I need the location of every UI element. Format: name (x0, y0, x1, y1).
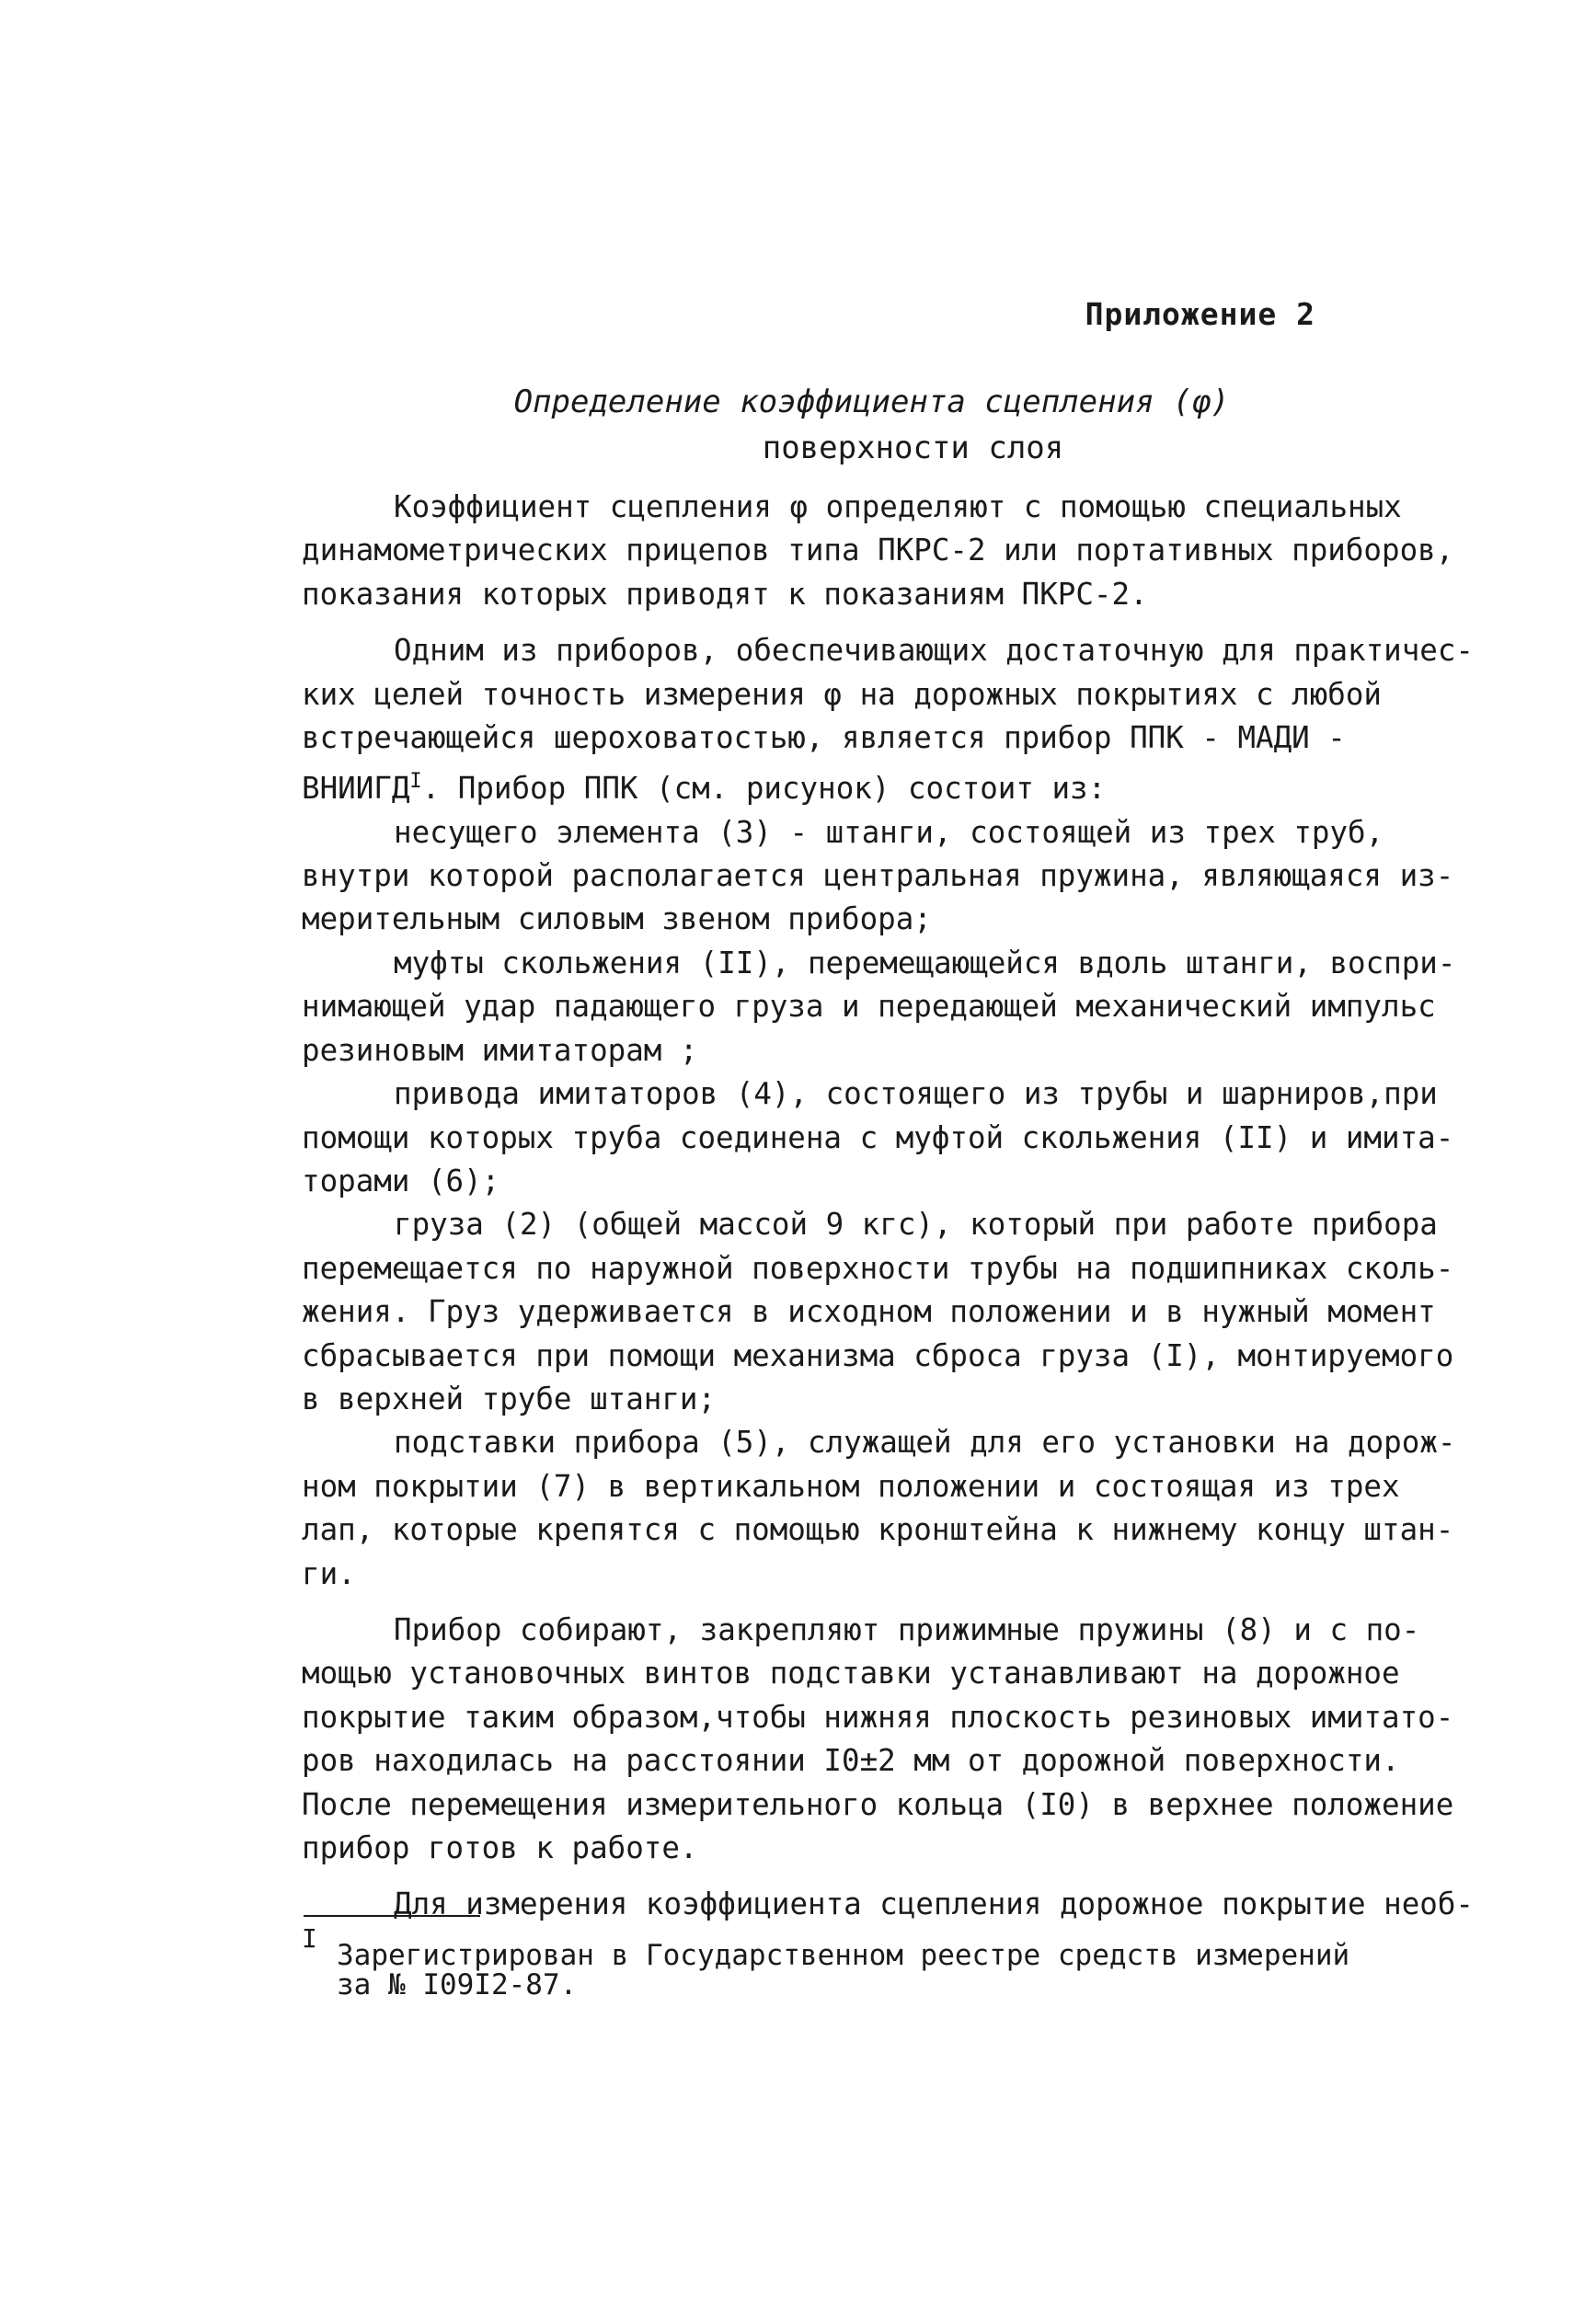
footnote-divider (304, 1915, 480, 1917)
footnote-line-1: Зарегистрирован в Государственном реестре средств измерений (337, 1939, 1350, 1972)
footnote-reference: I (409, 770, 422, 794)
body-line: Коэффициент сцепления φ определяют с помощью специальных (394, 489, 1402, 524)
body-line: сбрасывается при помощи механизма сброса груза (I), монтируемого (302, 1337, 1454, 1373)
appendix-label: Приложение 2 (1085, 296, 1315, 332)
body-line: мощью установочных винтов подставки устанавливают на дорожное (302, 1656, 1400, 1691)
footnote-line-2: за № I09I2-87. (337, 1968, 578, 2001)
body-line: привода имитаторов (4), состоящего из трубы и шарниров,при (394, 1076, 1438, 1112)
footnote-mark: I (302, 1923, 317, 1954)
body-line: груза (2) (общей массой 9 кгс), который при работе прибора (394, 1207, 1438, 1243)
footnote (302, 1924, 1498, 2000)
body-line: ги. (302, 1555, 356, 1591)
body-line: динамометрических прицепов типа ПКРС-2 или портативных приборов, (302, 533, 1454, 568)
body-line: жения. Груз удерживается в исходном положении и в нужный момент (302, 1294, 1436, 1330)
body-line: нимающей удар падающего груза и передающей механический импульс (302, 989, 1436, 1025)
body-line: Одним из приборов, обеспечивающих достаточную для практичес- (394, 633, 1474, 669)
body-line: показания которых приводят к показаниям ПКРС-2. (302, 576, 1148, 612)
body-line-with-footnote (302, 760, 1475, 810)
body-line: в верхней трубе штанги; (302, 1381, 717, 1416)
body-line: мерительным силовым звеном прибора; (302, 901, 932, 937)
body-line: внутри которой располагается центральная пружина, являющаяся из- (302, 858, 1454, 894)
body-line: Для измерения коэффициента сцепления дорожное покрытие необ- (394, 1886, 1474, 1922)
body-line: ном покрытии (7) в вертикальном положении и состоящая из трех (302, 1468, 1400, 1504)
body-line-text: $ВНИИГД^I$. Прибор ППК (см. рисунок) состоит из: (302, 770, 1107, 807)
body-line: покрытие таким образом,чтобы нижняя плоскость резиновых имитато- (302, 1699, 1454, 1735)
body-line: встречающейся шероховатостью, является прибор ППК - МАДИ - (302, 720, 1346, 756)
body-line: перемещается по наружной поверхности трубы на подшипниках сколь- (302, 1250, 1454, 1286)
section-title (0, 379, 1596, 471)
body-line: подставки прибора (5), служащей для его установки на дорож- (394, 1425, 1456, 1461)
title-line-1: Определение коэффициента сцепления (φ) (513, 384, 1230, 420)
body-line: муфты скольжения (II), перемещающейся вдоль штанги, воспри- (394, 945, 1456, 980)
body-line: резиновым имитаторам ; (302, 1032, 698, 1068)
body-line: прибор готов к работе. (302, 1830, 698, 1866)
body-line: Прибор собирают, закрепляют прижимные пружины (8) и с по- (394, 1611, 1420, 1647)
body-line: После перемещения измерительного кольца (I0) в верхнее положение (302, 1786, 1454, 1822)
body-text (302, 486, 1475, 1927)
body-line: несущего элемента (3) - штанги, состоящей из трех труб, (394, 814, 1384, 850)
body-line: ров находилась на расстоянии I0±2 мм от дорожной поверхности. (302, 1743, 1400, 1779)
body-line: помощи которых труба соединена с муфтой скольжения (II) и имита- (302, 1119, 1454, 1155)
body-line: торами (6); (302, 1163, 500, 1198)
body-line: ких целей точность измерения φ на дорожных покрытиях с любой (302, 676, 1382, 712)
title-line-2: поверхности слоя (762, 430, 1064, 466)
body-line: лап, которые крепятся с помощью кронштейна к нижнему концу штан- (302, 1512, 1454, 1548)
